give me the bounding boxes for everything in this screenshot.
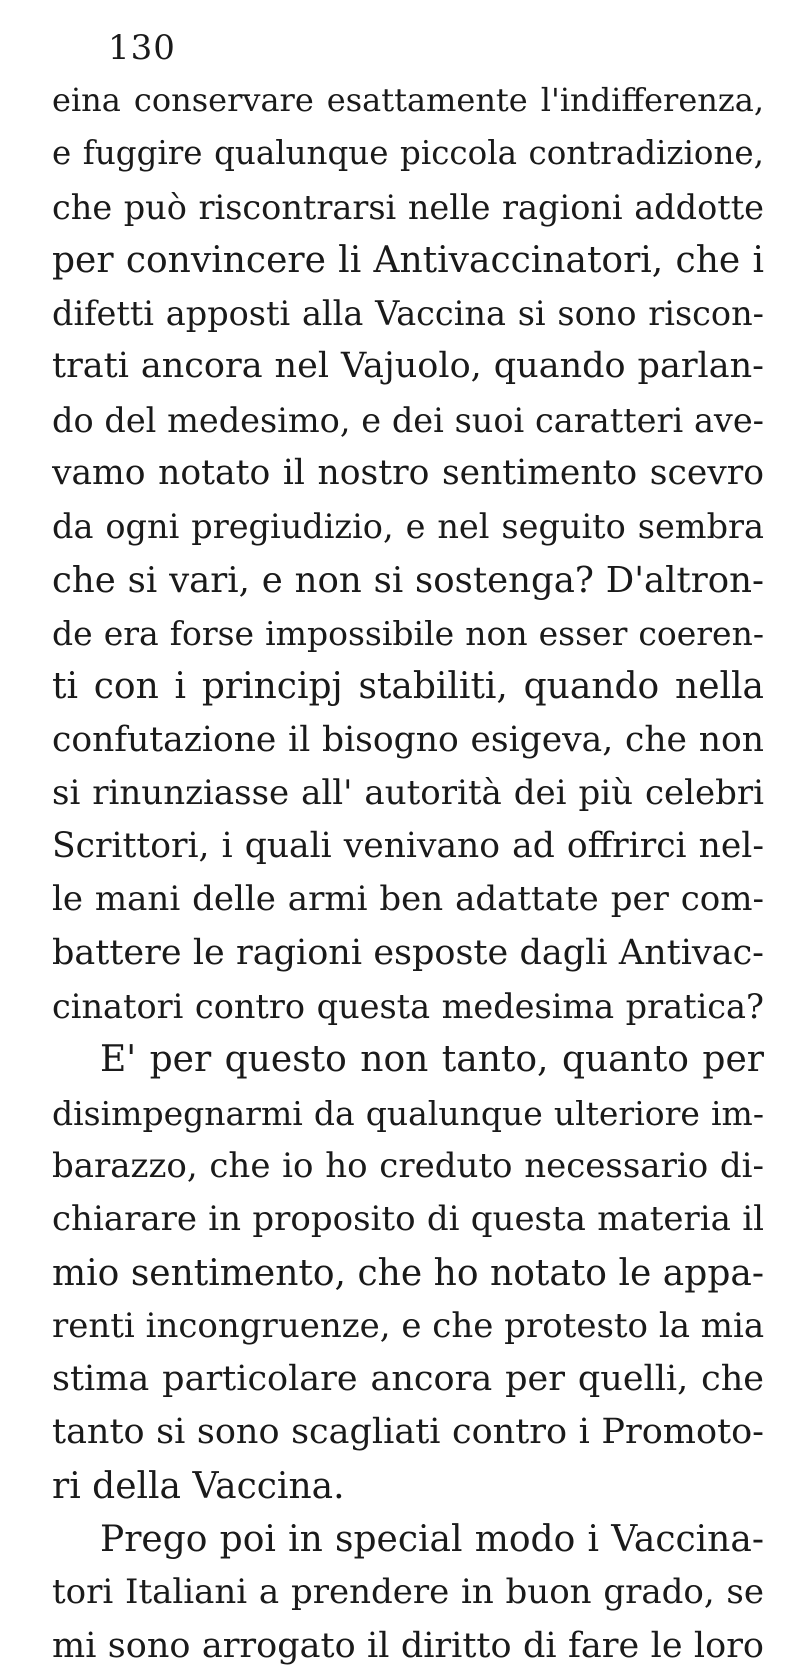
- text-line: chiarare in proposito di questa materia il: [52, 1199, 764, 1240]
- text-line: confutazione il bisogno esigeva, che non: [52, 719, 764, 760]
- text-line: vamo notato il nostro sentimento scevro: [52, 453, 764, 494]
- text-line: cinatori contro questa medesima pratica?: [52, 987, 764, 1027]
- text-line: renti incongruenze, e che protesto la mia: [52, 1305, 764, 1346]
- text-line: barazzo, che io ho creduto necessario di-: [52, 1145, 764, 1186]
- text-line: Scrittori, i quali venivano ad offrirci nel-: [52, 826, 764, 867]
- text-line: disimpegnarmi da qualunque ulteriore im-: [52, 1093, 764, 1133]
- text-line: per convincere li Antivaccinatori, che i: [52, 239, 764, 281]
- page-number: 130: [108, 28, 176, 68]
- text-line: ri della Vaccina.: [52, 1465, 345, 1507]
- text-line: difetti apposti alla Vaccina si sono riscon-: [52, 294, 764, 334]
- text-line: eina conservare esattamente l'indifferenza,: [52, 81, 764, 119]
- text-line: E' per questo non tanto, quanto per: [100, 1039, 764, 1081]
- text-line: le mani delle armi ben adattate per com-: [52, 879, 764, 920]
- body-text: [52, 74, 764, 1673]
- text-line: Prego poi in special modo i Vaccina-: [100, 1519, 764, 1561]
- text-line: e fuggire qualunque piccola contradizione,: [52, 134, 764, 173]
- text-line: tori Italiani a prendere in buon grado, se: [52, 1572, 764, 1613]
- text-line: mio sentimento, che ho notato le appa-: [52, 1252, 764, 1294]
- text-line: trati ancora nel Vajuolo, quando parlan-: [52, 346, 764, 387]
- text-line: battere le ragioni esposte dagli Antivac-: [52, 932, 764, 973]
- text-line: do del medesimo, e dei suoi caratteri ave-: [52, 400, 764, 440]
- text-line: mi sono arrogato il diritto di fare le loro: [52, 1625, 764, 1666]
- text-line: che si vari, e non si sostenga? D'altron-: [52, 559, 764, 601]
- text-line: de era forse impossibile non esser coeren-: [52, 613, 764, 653]
- text-line: si rinunziasse all' autorità dei più celebri: [52, 772, 764, 813]
- text-line: ti con i principj stabiliti, quando nella: [52, 666, 764, 708]
- text-line: da ogni pregiudizio, e nel seguito sembra: [52, 507, 764, 547]
- text-line: che può riscontrarsi nelle ragioni addotte: [52, 187, 764, 227]
- text-line: tanto si sono scagliati contro i Promoto-: [52, 1412, 764, 1453]
- text-line: stima particolare ancora per quelli, che: [52, 1359, 764, 1400]
